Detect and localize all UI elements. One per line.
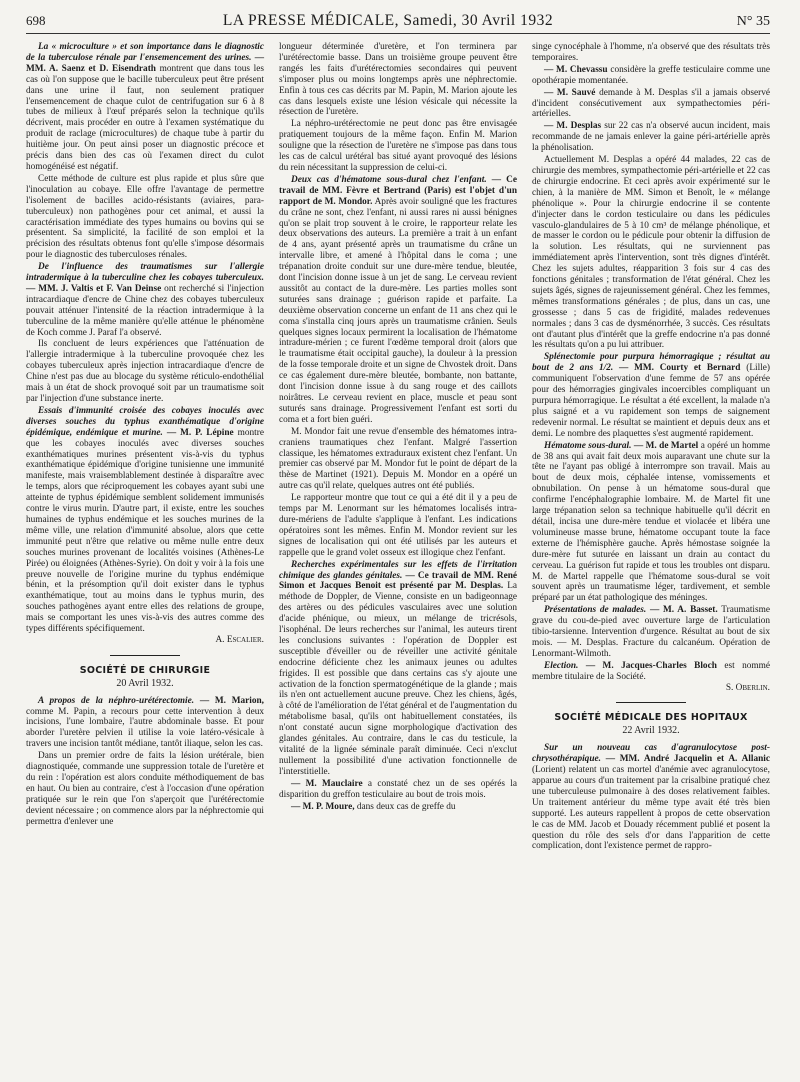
paragraph: [26, 42, 264, 173]
author-names: — MM. André Jacquelin et A. Allanic: [605, 754, 771, 765]
author-names: — M. Chevassu: [544, 64, 608, 75]
paragraph-title: Sur un nouveau cas d'agranulocytose post-chrysothérapique.: [532, 743, 770, 765]
author-names: — M. Desplas: [544, 121, 602, 132]
section-heading-hopitaux: SOCIÉTÉ MÉDICALE DES HOPITAUX: [554, 712, 748, 724]
paragraph: [279, 802, 517, 813]
paragraph-text: comme M. Papin, a recours pour cette intervention à deux incisions, l'une lombaire, l'autre abdominale basse. Et pour aborder l'uretère pelvien il utilise la voie latéro-vésicale à travers une incision tantôt médiane, tantôt iliaque, selon les cas.: [26, 706, 264, 750]
paragraph: [532, 121, 770, 154]
section-date-chirurgie: 20 Avril 1932.: [116, 677, 174, 689]
paragraph: [26, 406, 264, 635]
paragraph-text: M. Mondor fait une revue d'ensemble des hématomes intra-craniens traumatiques chez l'enfant. Malgré l'assertion classique, les hématomes extraduraux existent chez l'enfant. Un premier cas observé par M. Mondor fut le point de départ de la thèse de Martinet (1921). Depuis M. Mondor en a opéré un autre cas qu'il relate, quelques autres ont été publiés.: [279, 426, 517, 492]
paragraph-text: Le rapporteur montre que tout ce qui a été dit il y a peu de temps par M. Lenormant sur les hématomes localisés intra-dure-mériens de l'adulte s'applique à l'enfant. Les indications opératoires sont les mêmes. Enfin M. Mondor revient sur les signes de localisation qui ont été utilisés par les auteurs et rappelle que le grand volet osseux est illogique chez l'enfant.: [279, 493, 517, 558]
paragraph-title: Essais d'immunité croisée des cobayes inoculés avec diverses souches du typhus exanthématique d'origine épidémique, endémique et murine.: [26, 405, 264, 438]
paragraph: [532, 352, 770, 439]
paragraph-title: Splénectomie pour purpura hémorragique ; résultat au bout de 2 ans 1/2.: [532, 352, 770, 374]
section-date-hopitaux: 22 Avril 1932.: [622, 725, 680, 737]
paragraph-text: Cette méthode de culture est plus rapide et plus sûre que l'inoculation au cobaye. Elle offre l'avantage de permettre l'isolement de bacilles acido-résistants (aviaires, para-tuberculeux) non pathogènes pour cet animal, et aussi la caractérisation immédiate des types humains ou bovins qui se présentent. Sa simplicité, la facilité de son emploi et la précision des résultats obtenus font qu'elle s'impose désormais pour le diagnostic des tuberculoses rénales.: [26, 173, 264, 261]
journal-title: LA PRESSE MÉDICALE, Samedi, 30 Avril 1932: [222, 12, 554, 29]
paragraph-text: sur 22 cas n'a observé aucun incident, mais recommande de ne jamais enlever la gaine péri-artérielle après la phénolisation.: [532, 121, 770, 154]
author-names: — MM. Courty et Bernard: [619, 363, 741, 374]
author-names: — M. P. Lépine: [166, 427, 234, 438]
paragraph-text: montrent que dans tous les cas où l'on suppose que le bacille tuberculeux peut être présent dans une urine il faut, non seulement pratiquer l'ensemencement de chaque culot de centrifugation sur 6 à 8 tubes de milieux à l'œuf préparés selon la technique qu'ils décrivent, mais procéder en outre à l'examen systématique du produit de raclage (microcultures) de chaque tube à partir du huitième jour. On peut ainsi poser un diagnostic précoce et précis dans bien des cas où l'examen direct du culot homogénéisé est négatif.: [26, 63, 265, 172]
paragraph: [279, 119, 517, 174]
paragraph-title: Présentations de malades.: [544, 605, 647, 616]
signature-oberlin: S. Oberlin.: [725, 682, 770, 693]
paragraph: [26, 262, 264, 338]
paragraph-text: ont recherché si l'injection intracardiaque d'encre de Chine chez des cobayes tuberculeux pouvait atténuer l'intensité de la réaction intradermique à la tuberculine de la même manière qu'elle atténue le phénomène de Koch comme J. Paraf l'a observé.: [26, 283, 265, 338]
section-divider: [110, 655, 180, 656]
paragraph: [532, 88, 770, 121]
paragraph-text: demande à M. Desplas s'il a jamais observé d'incident consécutivement aux sympathectomies péri-artérielles.: [532, 87, 770, 120]
paragraph-text: La méthode de Doppler, de Vienne, consiste en un badigeonnage des artères ou des pédicules vasculaires avec une solution d'acide phénique, ou mieux, un mélange de tricrésols, l'isophénal. De leurs recherches sur l'animal, les auteurs tirent les conclusions suivantes : l'opération de Doppler est susceptible d'éveiller ou de réveiller une activité génitale endocrine déficiente chez les animaux jeunes ou adultes frigides. Il est possible que dans certains cas s'y ajoute une activation de la fonction spermatogénétique de la glande ; mais ils n'en ont actuellement aucune preuve. Chez les chiens, âgés, à côté de l'amélioration de l'état général et de l'augmentation du métabolisme basal, qu'ils ont habituellement constatées, ils n'ont constaté aucun signe morphologique d'activation des glandes génitales. Au contraire, dans le cas du testicule, la vitalité de la lignée séminale paraît diminuée. Ceci n'exclut nullement la possibilité d'une activation fonctionnelle de l'interstitielle.: [279, 581, 518, 777]
paragraph-title: La « microculture » et son importance dans le diagnostic de la tuberculose rénale par l'ensemencement des urines.: [26, 42, 264, 63]
column-2-paragraphs: [279, 42, 517, 812]
page-number: 698: [26, 13, 46, 28]
paragraph-text: (Lorient) relatent un cas mortel d'anémie avec agranulocytose, apparue au cours d'un traitement par la crisalbine pratiqué chez une tuberculeuse pulmonaire à des doses relativement faibles. Un traitement antérieur du même type avait été très bien supporté. Les auteurs rappellent à propos de cette observation le cas de MM. Jacob et Douady récemment publié et posent la question du rôle des sels d'or dans l'apparition de cette complication, dont l'existence permet de rappro-: [532, 765, 770, 852]
column-1-chirurgie-paragraphs: [26, 696, 264, 828]
paragraph-text: Ils concluent de leurs expériences que l'atténuation de l'allergie intradermique à la tuberculine provoquée chez les cobayes tuberculeux après injection intracardiaque d'encre de Chine n'est pas due au blocage du système réticulo-endothélial mais à un état de shock provoqué soit par un traumatisme soit par l'injection d'une substance inerte.: [26, 339, 264, 404]
author-names: — Ce travail de MM. Fèvre et Bertrand (Paris) est l'objet d'un rapport de M. Mondor.: [279, 174, 517, 207]
column-3-hopitaux-paragraphs: [532, 743, 770, 852]
paragraph: [532, 441, 770, 605]
author-names: — M. Jacques-Charles Bloch: [585, 660, 717, 671]
column-1: [26, 42, 264, 852]
paragraph-text: Traumatisme grave du cou-de-pied avec ouverture large de l'articulation tibio-tarsienne. Intervention d'urgence. Résultat au bout de six mois. — M. Desplas. Fracture du calcanéum. Opération de Lenormant-Wilmoth.: [532, 605, 770, 659]
author-names: — MM. A. Saenz et D. Eisendrath: [26, 52, 264, 74]
page-header: [26, 12, 770, 34]
issue-number: N° 35: [736, 14, 770, 29]
paragraph: [279, 175, 517, 426]
paragraph: [532, 743, 770, 852]
paragraph: [532, 155, 770, 351]
article-columns: [26, 42, 770, 852]
author-names: — M. Sauvé: [544, 87, 596, 98]
paragraph: [279, 427, 517, 492]
paragraph: [279, 779, 517, 801]
column-3: [532, 42, 770, 852]
paragraph-text: Dans un premier ordre de faits la lésion urétérale, bien diagnostiquée, commande une suppression totale de l'uretère et du rein : l'opération est alors conduite méthodiquement de bas en haut. Ou bien au contraire, c'est à l'occasion d'une opération pratiquée sur le rein que l'on s'aperçoit que l'urétérectomie devient nécessaire ; on commence alors par la néphrectomie qui permettra d'enlever une: [26, 751, 264, 827]
paragraph-title: De l'influence des traumatismes sur l'allergie intradermique à la tuberculine chez les cobayes tuberculeux.: [26, 262, 264, 284]
paragraph: [279, 42, 517, 118]
section-heading-chirurgie: SOCIÉTÉ DE CHIRURGIE: [79, 664, 211, 676]
author-names: — MM. J. Valtis et F. Van Deinse: [26, 283, 162, 294]
paragraph: [26, 696, 264, 751]
author-names: — M. Marion,: [199, 695, 265, 706]
paragraph-text: a opéré un homme de 38 ans qui avait fait deux mois auparavant une chute sur la tête ne l'ayant pas obligé à interrompre son travail. Mais au bout de deux mois, céphalée intense, vomissements et obnubilation. On pense à un hématome sous-dural que confirme l'encéphalographie lombaire. M. de Martel fit une large trépanation selon sa technique habituelle qu'il décrit en détail, incisa une dure-mère tendue et violacée et libéra une volumineuse masse brune, hématome occupant toute la face externe de l'hémisphère gauche. Après hémostase soignée la dure-mère fut suturée en laissant un drain au contact du cerveau. La guérison fut rapide et tous les troubles ont disparu. M. de Martel rappelle que l'hématome sous-dural se voit souvent après un traumatisme léger, tardivement, et semble préparé par un état pathologique des méninges.: [532, 440, 771, 604]
paragraph-text: a constaté chez un de ses opérés la disparition du greffon testiculaire au bout de trois mois.: [279, 778, 517, 800]
paragraph: [532, 661, 770, 683]
paragraph: [26, 751, 264, 827]
paragraph-title: Deux cas d'hématome sous-dural chez l'enfant.: [291, 174, 487, 185]
author-names: — M. P. Moure,: [291, 801, 355, 812]
paragraph: [279, 493, 517, 558]
paragraph: [532, 65, 770, 87]
paragraph-title: A propos de la néphro-urétérectomie.: [38, 695, 195, 706]
paragraph-text: dans deux cas de greffe du: [356, 801, 456, 812]
paragraph-text: singe cynocéphale à l'homme, n'a observé que des résultats très temporaires.: [532, 42, 770, 63]
paragraph-text: Actuellement M. Desplas a opéré 44 malades, 22 cas de chirurgie des membres, sympathectomie péri-artérielle et 22 cas de chirurgie endocrine. Et ceci après avoir expérimenté sur le chien, à la manière de MM. Simon et Benoît, le « mélange phénolique ». Pour la chirurgie endocrine il se contente d'injecter dans le cordon testiculaire ou dans les pédicules vasculo-glandulaires de 5 à 10 cm³ de mélange phénolique, et de masser le cordon ou le pédicule pour obtenir la diffusion de la solution. Les résultats, qui ne surviennent pas immédiatement après l'intervention, sont très dignes d'intérêt. Chez les sujets adultes, réapparition 3 fois sur 4 cas des fonctions génitales ; transformation de l'état général. Chez les sujets âgés, signes de rajeunissement général. Chez les femmes, mêmes transformations générales ; de plus, dans un cas, une grossesse ; dans 5 cas de frigidité, malades redevenues normales ; dans 3 cas de dysménorrhée, 3 succès. Ces résultats ont d'autant plus d'intérêt que la greffe endocrine n'a pas donné les résultats qu'on a pu lui attribuer.: [532, 155, 770, 351]
section-divider: [616, 702, 686, 703]
column-1-paragraphs: [26, 42, 264, 635]
column-3-paragraphs: [532, 42, 770, 683]
paragraph: [532, 605, 770, 660]
paragraph: [279, 560, 517, 778]
paragraph-title: Recherches expérimentales sur les effets de l'irritation chimique des glandes génitales.: [279, 559, 517, 581]
paragraph-text: La néphro-urétérectomie ne peut donc pas être envisagée pratiquement toujours de la même façon. Enfin M. Marion souligne que la résection de l'uretère ne s'impose pas dans tous les cas de calcul urétéral bas situé ayant provoqué des lésions du rein nécessitant la suppression de celui-ci.: [279, 119, 517, 173]
author-names: — M. A. Basset.: [649, 605, 718, 616]
author-names: — M. de Martel: [633, 440, 699, 451]
signature-escalier: A. Escalier.: [215, 634, 264, 645]
paragraph-text: est nommé membre titulaire de la Société.: [532, 660, 770, 682]
paragraph: [26, 339, 264, 404]
paragraph-title: Hématome sous-dural.: [544, 440, 632, 451]
paragraph: [532, 42, 770, 64]
paragraph-text: Après avoir souligné que les fractures du crâne ne sont, chez l'enfant, ni aussi rares ni aussi bénignes qu'on se plait trop souvent à le croire, le rapporteur relate les deux observations des auteurs. La première a trait à un enfant de 4 ans, ayant présenté après un traumatisme du crâne un intervalle libre, et amené à l'hôpital dans le coma ; une trépanation droite conduit sur une dure-mère tendue, bleutée, dont l'incision donne issue à un jet de sang. Le cerveau revient aussitôt au contact de la dure-mère. Les parties molles sont suturées sans drainage ; guérison rapide et parfaite. La deuxième observation concerne un enfant de 11 ans chez qui le coma s'installa cinq jours après un traumatisme crânien. Seuls quelques signes locaux permirent la localisation de l'hématome intradure-mérien ; ce furent l'œdème temporal droit (alors que le traumatisme était occipital gauche), la douleur à la pression de la fosse temporale droite et un signe de Chvostek droit. Dans ce cas également dure-mère bleutée, bombante, non battante, dont l'incision donne issue à du sang rouge et des caillots noirâtres. Le cerveau revient en place, muscle et peau sont suturés sans drainage. Progressivement l'enfant est sorti du coma et a fort bien guéri.: [279, 196, 518, 425]
paragraph-text: considère la greffe testiculaire comme une opothérapie momentanée.: [532, 64, 771, 86]
paragraph-text: longueur déterminée d'uretère, et l'on terminera par l'urétérectomie basse. Dans un troisième groupe peuvent être rangés les faits d'urétérectomies secondaires qui peuvent s'imposer plus ou moins longtemps après une néphrectomie. Enfin à tous ces cas décrits par M. Papin, M. Marion ajoute les cas dans lesquels existe une lésion vésicale qui nécessite la résection de l'uretère.: [279, 42, 517, 118]
paragraph-text: (Lille) communiquent l'observation d'une femme de 57 ans opérée pour des hémorragies gingivales incoercibles compliquant un purpura hémorragique. Le résultat a été excellent, la malade n'a plus saigné et a vu rapidement son temps de saignement redevenir normal. Le résultat se maintient et depuis deux ans et demi. Le nombre des plaquettes s'est augmenté rapidement.: [532, 363, 770, 439]
paragraph-title: Election.: [544, 660, 579, 671]
paragraph: [26, 174, 264, 261]
author-names: — M. Mauclaire: [291, 778, 363, 789]
paragraph-text: montre que les cobayes inoculés avec diverses souches exanthématiques murines présentent vis-à-vis du typhus exanthématique épidémique d'origine tunisienne une immunité manifeste, mais vraisemblablement destinée à disparaître avec le temps, alors que réciproquement les cobayes ayant subi une atteinte de typhus épidémique semblent solidement immunisés contre le virus murin. D'autre part, il existe, entre les souches humaines de typhus endémique et les souches murines de la même ville, une relation d'immunité absolue, alors que cette immunité peut n'être que relative ou même nulle entre deux souches murines provenant de localités voisines (Athènes-Le Pirée) ou éloignées (Athènes-Syrie). On doit y voir à la fois une preuve nouvelle de l'origine murine du typhus endémique bénin, et la présomption qu'il doit exister dans le typhus exanthématique, tout au moins dans le typhus murin, des souches pathogènes ayant entre elles des relations de groupe, mais se comportant les unes vis-à-vis des autres comme des types différents spécifiquement.: [26, 427, 264, 635]
author-names: — Ce travail de MM. René Simon et Jacques Benoit est présenté par M. Desplas.: [279, 570, 517, 592]
column-2: [279, 42, 517, 852]
